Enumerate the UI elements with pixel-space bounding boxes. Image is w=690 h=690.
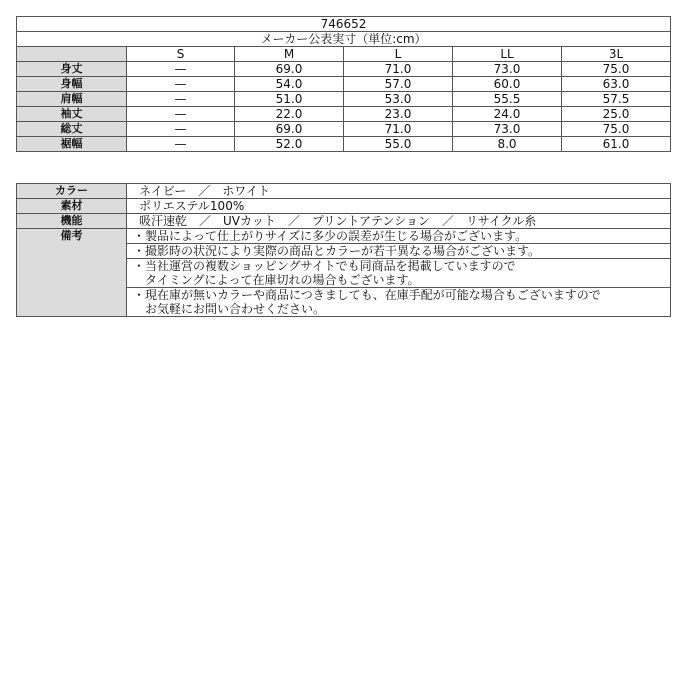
material-value: ポリエステル100% bbox=[127, 199, 671, 214]
cell: 51.0 bbox=[235, 92, 344, 107]
note-item bbox=[127, 244, 671, 259]
cell: 69.0 bbox=[235, 122, 344, 137]
cell: 57.0 bbox=[344, 77, 453, 92]
product-code-row bbox=[17, 17, 671, 32]
row-label: 肩幅 bbox=[17, 92, 127, 107]
note-line: ・現在庫が無いカラーや商品につきましても、在庫手配が可能な場合もございますので bbox=[133, 288, 601, 302]
cell: — bbox=[127, 122, 235, 137]
material-label: 素材 bbox=[17, 199, 127, 214]
cell: 75.0 bbox=[562, 62, 671, 77]
size-header-row bbox=[17, 47, 671, 62]
product-code: 746652 bbox=[17, 17, 671, 32]
row-label: 身丈 bbox=[17, 62, 127, 77]
cell: 60.0 bbox=[453, 77, 562, 92]
note-line: ・撮影時の状況により実際の商品とカラーが若干異なる場合がございます。 bbox=[133, 244, 541, 258]
info-table bbox=[16, 183, 671, 317]
function-row bbox=[17, 214, 671, 229]
cell: 22.0 bbox=[235, 107, 344, 122]
size-col-header: LL bbox=[453, 47, 562, 62]
note-line: ・製品によって仕上がりサイズに多少の誤差が生じる場合がございます。 bbox=[133, 229, 528, 243]
size-col-header: 3L bbox=[562, 47, 671, 62]
cell: 71.0 bbox=[344, 62, 453, 77]
row-label: 総丈 bbox=[17, 122, 127, 137]
cell: 73.0 bbox=[453, 122, 562, 137]
cell: 61.0 bbox=[562, 137, 671, 152]
size-col-header: S bbox=[127, 47, 235, 62]
cell: 53.0 bbox=[344, 92, 453, 107]
notes-label: 備考 bbox=[17, 229, 127, 317]
function-label: 機能 bbox=[17, 214, 127, 229]
size-col-header: M bbox=[235, 47, 344, 62]
cell: — bbox=[127, 77, 235, 92]
function-value: 吸汗速乾 ／ UVカット ／ プリントアテンション ／ リサイクル糸 bbox=[127, 214, 671, 229]
cell: 69.0 bbox=[235, 62, 344, 77]
cell: — bbox=[127, 62, 235, 77]
cell: 24.0 bbox=[453, 107, 562, 122]
size-col-header: L bbox=[344, 47, 453, 62]
table-row bbox=[17, 77, 671, 92]
cell: — bbox=[127, 92, 235, 107]
size-table bbox=[16, 16, 671, 152]
cell: 63.0 bbox=[562, 77, 671, 92]
cell: 55.5 bbox=[453, 92, 562, 107]
note-item bbox=[127, 259, 671, 288]
note-item bbox=[127, 288, 671, 317]
note-line: お気軽にお問い合わせください。 bbox=[133, 302, 326, 316]
cell: 57.5 bbox=[562, 92, 671, 107]
corner-cell bbox=[17, 47, 127, 62]
table-row bbox=[17, 92, 671, 107]
cell: 75.0 bbox=[562, 122, 671, 137]
cell: 52.0 bbox=[235, 137, 344, 152]
table-row bbox=[17, 137, 671, 152]
cell: 8.0 bbox=[453, 137, 562, 152]
row-label: 裾幅 bbox=[17, 137, 127, 152]
subtitle-row bbox=[17, 32, 671, 47]
cell: — bbox=[127, 137, 235, 152]
table-row bbox=[17, 107, 671, 122]
note-item bbox=[127, 229, 671, 244]
color-row bbox=[17, 184, 671, 199]
cell: 54.0 bbox=[235, 77, 344, 92]
material-row bbox=[17, 199, 671, 214]
note-line: タイミングによって在庫切れの場合もございます。 bbox=[133, 273, 420, 287]
cell: 73.0 bbox=[453, 62, 562, 77]
table-row bbox=[17, 62, 671, 77]
color-value: ネイビー ／ ホワイト bbox=[127, 184, 671, 199]
notes-row bbox=[17, 229, 671, 244]
cell: 55.0 bbox=[344, 137, 453, 152]
cell: 23.0 bbox=[344, 107, 453, 122]
note-line: ・当社運営の複数ショッピングサイトでも同商品を掲載していますので bbox=[133, 259, 516, 273]
row-label: 身幅 bbox=[17, 77, 127, 92]
cell: 25.0 bbox=[562, 107, 671, 122]
cell: 71.0 bbox=[344, 122, 453, 137]
table-row bbox=[17, 122, 671, 137]
size-table-subtitle: メーカー公表実寸（単位:cm） bbox=[17, 32, 671, 47]
cell: — bbox=[127, 107, 235, 122]
row-label: 袖丈 bbox=[17, 107, 127, 122]
color-label: カラー bbox=[17, 184, 127, 199]
